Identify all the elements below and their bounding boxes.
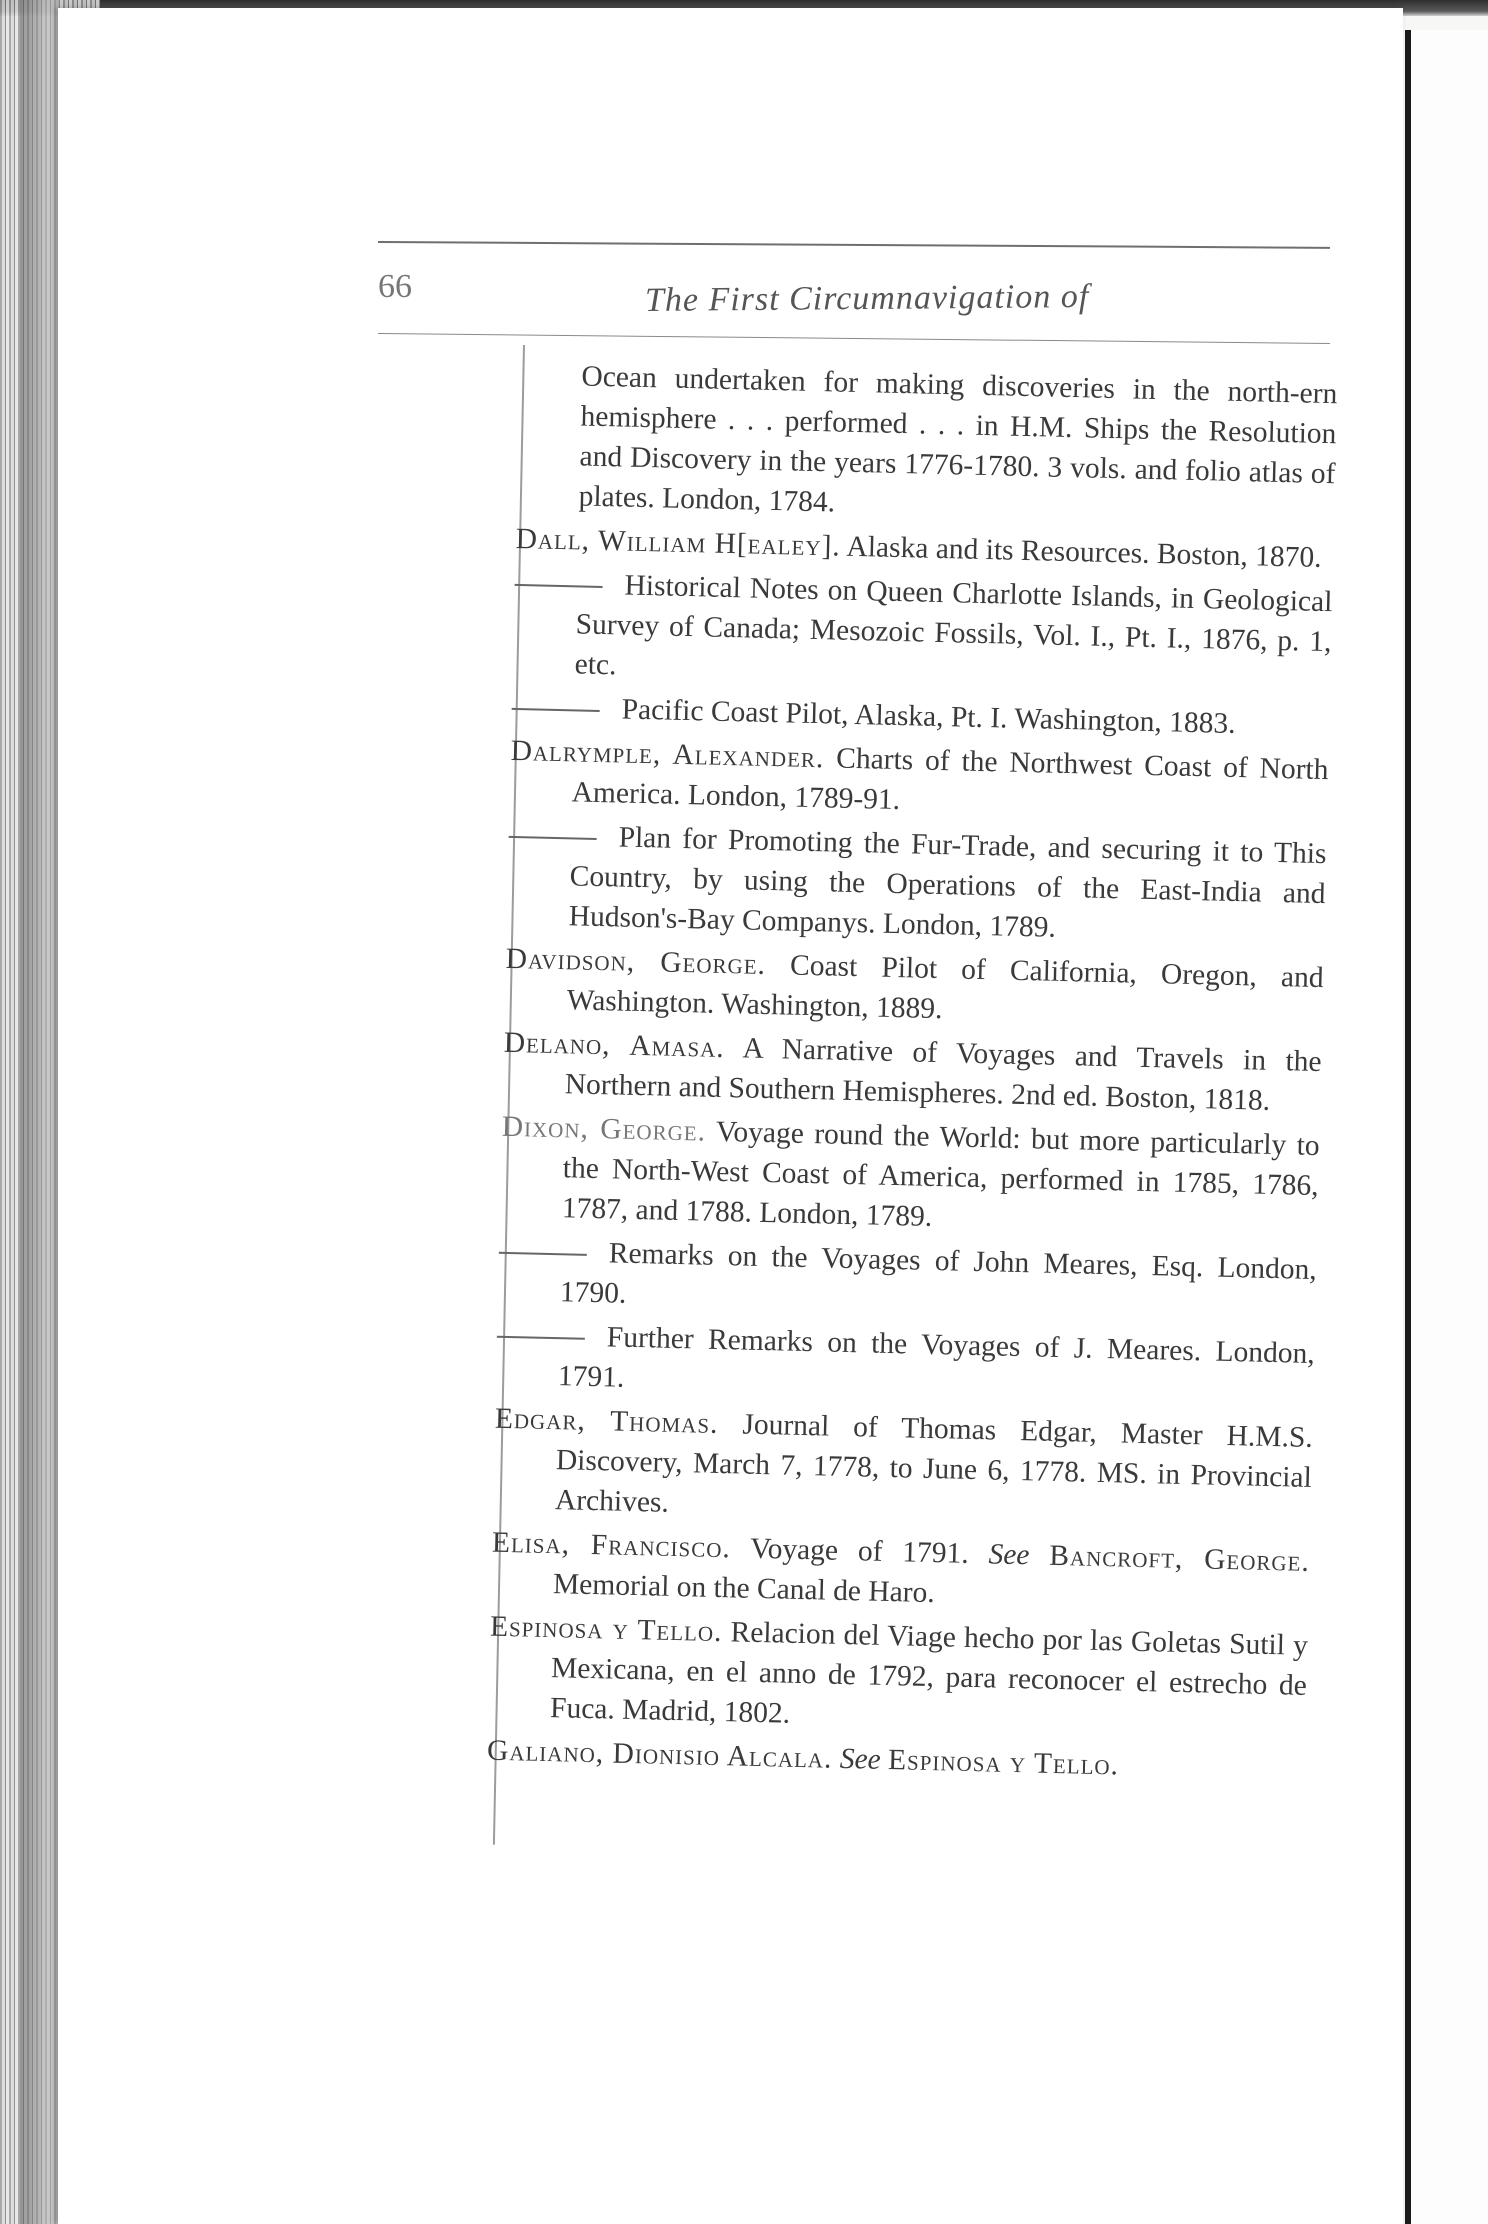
entry-text: Voyage of 1791. [749, 1532, 970, 1570]
cross-reference: Bancroft, George. [1048, 1539, 1311, 1578]
entry-text: Relacion del Viage hecho por las Goletas Sutil y Mexicana, en el anno de 1792, para reconocer el estrecho de Fuca. Madrid, 1802. [549, 1616, 1309, 1730]
entry-author: Edgar, Thomas. [494, 1402, 719, 1440]
ditto-dash [509, 836, 597, 840]
entry-text: Pacific Coast Pilot, Alaska, Pt. I. Washington, 1883. [621, 693, 1236, 740]
entry-text: Coast Pilot of California, Oregon, and Washington. Washington, 1889. [566, 949, 1324, 1026]
ditto-dash [512, 708, 600, 712]
entry-text: Ocean undertaken for making discoveries in the north-ern hemisphere . . . performed . . . in H.M. Ships the Resolution and Discovery in the years 1776-1780. 3 vols. and folio atlas of plates. London, 1784. [578, 360, 1338, 519]
bibliography-entry [512, 563, 1333, 702]
book-edge-shadow [20, 0, 60, 2224]
page-number: 66 [378, 268, 412, 305]
entry-author: Elisa, Francisco. [491, 1526, 732, 1565]
ditto-dash [499, 1252, 587, 1256]
bibliography-entry [493, 1399, 1314, 1538]
running-title: The First Circumnavigation of [644, 278, 1090, 319]
entry-text: A Narrative of Voyages and Travels in the Northern and Southern Hemispheres. 2nd ed. Boston, 1818. [564, 1032, 1322, 1117]
bibliography-list [487, 355, 1338, 1794]
entry-text: Journal of Thomas Edgar, Master H.M.S. Discovery, March 7, 1778, to June 6, 1778. MS. in Provincial Archives. [554, 1408, 1314, 1519]
bibliography-entry [516, 355, 1338, 534]
entry-author: Dixon, George. [501, 1110, 707, 1148]
entry-text: Further Remarks on the Voyages of J. Meares. London, 1791. [557, 1321, 1316, 1394]
cross-reference: Espinosa y Tello. [887, 1744, 1120, 1782]
entry-text: Plan for Promoting the Fur-Trade, and securing it to This Country, by using the Operations of the East-India and Hudson's-Bay Companys. London, 1789. [568, 821, 1327, 944]
bibliography-entry [495, 1315, 1315, 1414]
entry-author: Espinosa y Tello. [489, 1610, 723, 1649]
see-reference: See [988, 1538, 1030, 1572]
entry-author: Dall, William H[ealey]. [515, 522, 842, 563]
bibliography-entry [488, 1607, 1309, 1746]
entry-text: Remarks on the Voyages of John Meares, Esq. London, 1790. [559, 1237, 1318, 1310]
entry-author: Galiano, Dionisio Alcala. [486, 1734, 833, 1775]
ditto-dash [515, 584, 603, 588]
ditto-dash [497, 1336, 585, 1340]
entry-author: Delano, Amasa. [503, 1026, 726, 1065]
entry-author: Dalrymple, Alexander. [510, 734, 825, 775]
see-reference: See [839, 1742, 882, 1776]
entry-text: Memorial on the Canal de Haro. [552, 1568, 936, 1610]
entry-text: Charts of the Northwest Coast of North America. London, 1789-91. [571, 742, 1329, 817]
facing-page [1405, 30, 1488, 2224]
entry-author: Davidson, George. [505, 942, 767, 981]
bibliography-entry [497, 1231, 1317, 1330]
entry-text: Historical Notes on Queen Charlotte Islands, in Geological Survey of Canada; Mesozoic Fossils, Vol. I., Pt. I., 1876, p. 1, etc. [574, 569, 1333, 682]
entry-text: Voyage round the World: but more particularly to the North-West Coast of America, performed in 1785, 1786, 1787, and 1788. London, 1789. [561, 1115, 1320, 1233]
bibliography-entry [509, 731, 1329, 830]
bibliography-entry [499, 1107, 1320, 1246]
bibliography-entry [491, 1523, 1311, 1622]
bibliography-entry [502, 1023, 1322, 1122]
bibliography-entry [506, 815, 1327, 954]
entry-text: Alaska and its Resources. Boston, 1870. [846, 530, 1322, 574]
bibliography-entry [504, 939, 1324, 1038]
